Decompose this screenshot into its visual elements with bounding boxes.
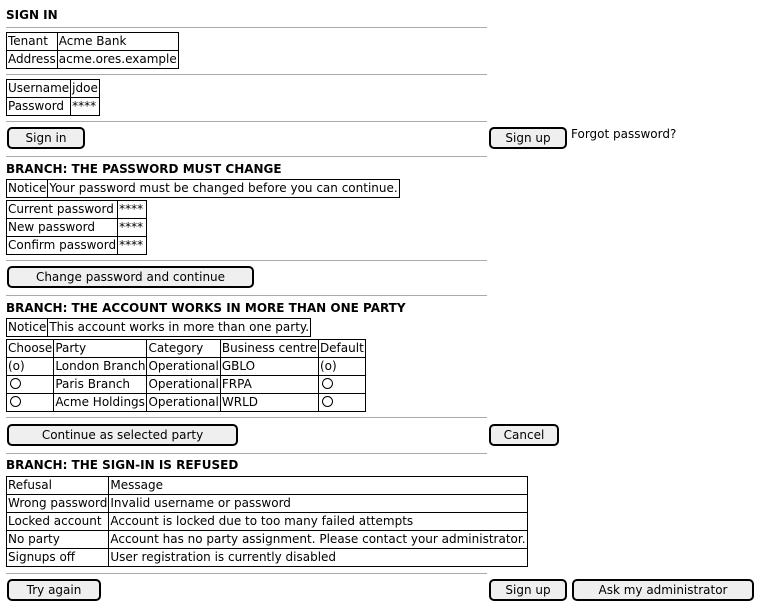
credentials-table	[6, 79, 100, 116]
new-password-row	[7, 219, 147, 237]
party-category: Operational	[147, 376, 220, 394]
notice-row	[7, 180, 400, 198]
new-password-label: New password	[7, 219, 118, 237]
divider	[6, 417, 487, 418]
confirm-password-field[interactable]: ****	[118, 237, 147, 255]
address-value: acme.ores.example	[57, 51, 178, 69]
refusal-reason: Locked account	[7, 513, 109, 531]
tenant-label: Tenant	[7, 33, 58, 51]
refusal-message: User registration is currently disabled	[109, 549, 527, 567]
party-name: Paris Branch	[54, 376, 147, 394]
divider	[6, 156, 487, 157]
cancel-button[interactable]: Cancel	[489, 424, 559, 446]
table-header-row	[7, 340, 366, 358]
continue-as-party-button[interactable]: Continue as selected party	[7, 424, 238, 446]
address-label: Address	[7, 51, 58, 69]
column-header-choose: Choose	[7, 340, 54, 358]
party-business-centre: GBLO	[220, 358, 318, 376]
notice-row	[7, 319, 311, 337]
party-table	[6, 339, 366, 412]
password-row	[7, 98, 100, 116]
change-password-button[interactable]: Change password and continue	[7, 266, 254, 288]
choose-radio-selected[interactable]: (o)	[7, 358, 54, 376]
party-business-centre: WRLD	[220, 394, 318, 412]
current-password-label: Current password	[7, 201, 118, 219]
signin-title: SIGN IN	[6, 8, 58, 22]
table-row	[7, 358, 366, 376]
default-radio-selected[interactable]: (o)	[318, 358, 365, 376]
table-row	[7, 376, 366, 394]
refusal-reason: Wrong password	[7, 495, 109, 513]
confirm-password-row	[7, 237, 147, 255]
divider	[6, 27, 487, 28]
username-label: Username	[7, 80, 71, 98]
refusal-reason: No party	[7, 531, 109, 549]
password-notice-table	[6, 179, 400, 198]
party-name: Acme Holdings	[54, 394, 147, 412]
column-header-party: Party	[54, 340, 147, 358]
radio-icon[interactable]	[10, 396, 21, 407]
password-label: Password	[7, 98, 71, 116]
table-row	[7, 549, 528, 567]
refusal-message: Invalid username or password	[109, 495, 527, 513]
sign-in-button[interactable]: Sign in	[7, 127, 85, 149]
password-change-title: BRANCH: THE PASSWORD MUST CHANGE	[6, 162, 282, 176]
password-change-table	[6, 200, 147, 255]
refusal-reason: Signups off	[7, 549, 109, 567]
table-header-row	[7, 477, 528, 495]
tenant-value: Acme Bank	[57, 33, 178, 51]
party-name: London Branch	[54, 358, 147, 376]
table-row	[7, 531, 528, 549]
try-again-button[interactable]: Try again	[7, 579, 101, 601]
divider	[6, 260, 487, 261]
party-title: BRANCH: THE ACCOUNT WORKS IN MORE THAN ONE PARTY	[6, 301, 406, 315]
choose-radio[interactable]	[7, 394, 54, 412]
password-field[interactable]: ****	[71, 98, 100, 116]
column-header-refusal: Refusal	[7, 477, 109, 495]
divider	[6, 295, 487, 296]
radio-icon[interactable]	[322, 378, 333, 389]
sign-up-button[interactable]: Sign up	[489, 127, 567, 149]
notice-text: Your password must be changed before you can continue.	[48, 180, 399, 198]
forgot-password-link[interactable]: Forgot password?	[571, 127, 677, 141]
divider	[6, 453, 487, 454]
choose-radio[interactable]	[7, 376, 54, 394]
current-password-field[interactable]: ****	[118, 201, 147, 219]
current-password-row	[7, 201, 147, 219]
refusal-table	[6, 476, 528, 567]
default-radio[interactable]	[318, 394, 365, 412]
divider	[6, 573, 487, 574]
username-row	[7, 80, 100, 98]
ask-administrator-button[interactable]: Ask my administrator	[572, 579, 754, 601]
sign-up-button[interactable]: Sign up	[489, 579, 567, 601]
notice-text: This account works in more than one party.	[48, 319, 311, 337]
column-header-business-centre: Business centre	[220, 340, 318, 358]
divider	[6, 121, 487, 122]
notice-label: Notice	[7, 319, 48, 337]
notice-label: Notice	[7, 180, 48, 198]
tenant-table	[6, 32, 179, 69]
radio-icon[interactable]	[10, 378, 21, 389]
refused-title: BRANCH: THE SIGN-IN IS REFUSED	[6, 458, 239, 472]
divider	[6, 74, 487, 75]
table-row	[7, 513, 528, 531]
party-business-centre: FRPA	[220, 376, 318, 394]
address-row	[7, 51, 179, 69]
column-header-category: Category	[147, 340, 220, 358]
party-category: Operational	[147, 394, 220, 412]
table-row	[7, 394, 366, 412]
column-header-default: Default	[318, 340, 365, 358]
party-category: Operational	[147, 358, 220, 376]
column-header-message: Message	[109, 477, 527, 495]
new-password-field[interactable]: ****	[118, 219, 147, 237]
refusal-message: Account is locked due to too many failed attempts	[109, 513, 527, 531]
radio-icon[interactable]	[322, 396, 333, 407]
default-radio[interactable]	[318, 376, 365, 394]
confirm-password-label: Confirm password	[7, 237, 118, 255]
refusal-message: Account has no party assignment. Please contact your administrator.	[109, 531, 527, 549]
party-notice-table	[6, 318, 311, 337]
tenant-row	[7, 33, 179, 51]
table-row	[7, 495, 528, 513]
username-field[interactable]: jdoe	[71, 80, 100, 98]
